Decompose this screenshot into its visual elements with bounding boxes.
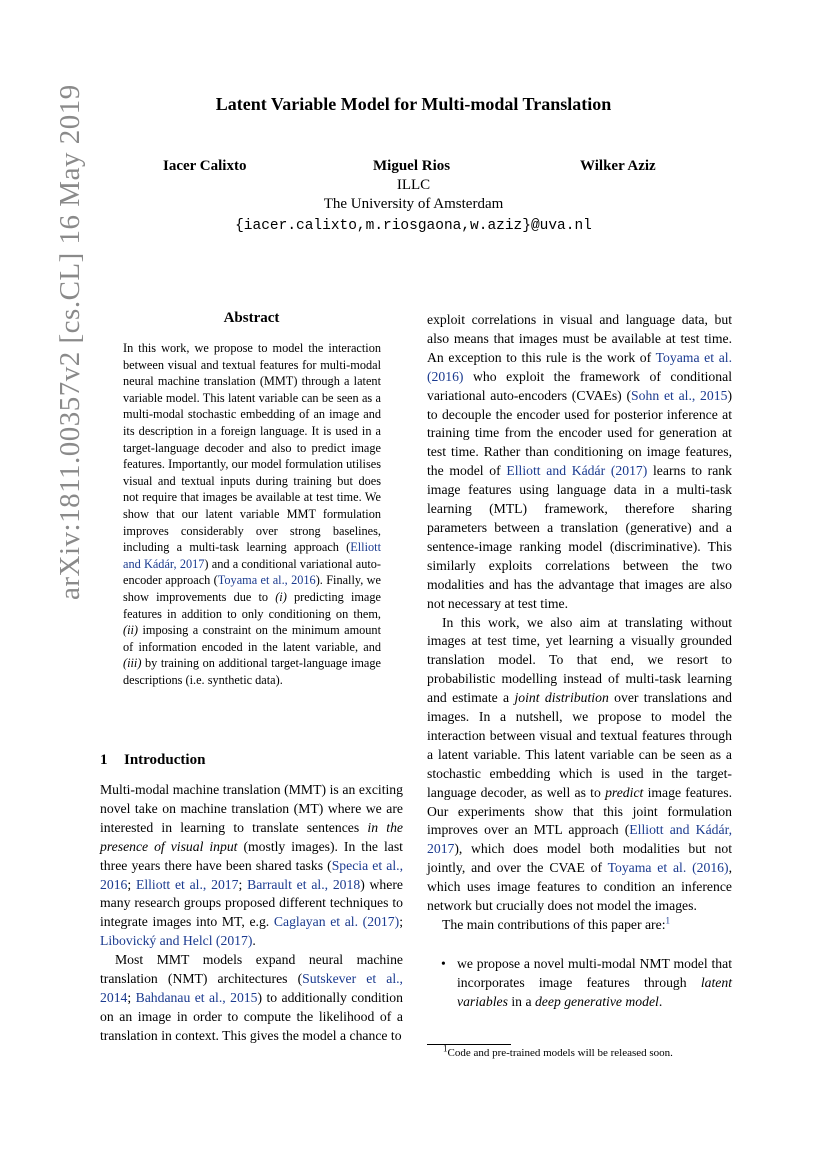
- author-name: Miguel Rios: [373, 158, 451, 174]
- citation-link[interactable]: Sutskever et al., 2014: [100, 971, 403, 1005]
- abstract-heading: Abstract: [223, 310, 280, 326]
- footnote: $^1$Code and pre-trained models will be released soon.: [443, 1043, 673, 1059]
- citation-link[interactable]: Bahdanau et al., 2015: [135, 989, 258, 1005]
- right-column-body: [427, 311, 732, 1012]
- footnote-marker[interactable]: 1: [665, 915, 670, 926]
- citation-link[interactable]: Barrault et al., 2018: [247, 876, 361, 892]
- footnote-rule: [427, 1044, 511, 1045]
- paragraph: In this work, we also aim at translating without images at test time, yet learning a visually grounded translation model. To that end, we resort to probabilistic modelling instead of multi-task learning and estimate a joint distribution over translations and images. In a nutshell, we propose to model the interaction between visual and textual features through a latent variable. This latent variable can be seen as a stochastic embedding which is used in the target-language decoder, as well as to predict image features. Our experiments show that this joint formulation improves over an MTL approach (Elliott and Kádár, 2017), which does model both modalities but not jointly, and over the CVAE of Toyama et al. (2016), which uses image features to condition an inference network but crucially does not model the images.: [427, 614, 733, 914]
- citation-link[interactable]: Toyama et al., 2016: [217, 573, 316, 588]
- paragraph: The main contributions of this paper are:$^1$: [442, 915, 670, 932]
- citation-link[interactable]: Sohn et al., 2015: [631, 387, 728, 403]
- footnote-number: 1: [443, 1043, 448, 1054]
- section-number: 1: [100, 752, 108, 768]
- citation-link[interactable]: Specia et al., 2016: [100, 857, 403, 892]
- citation-link[interactable]: Libovický and Helcl (2017): [100, 933, 253, 949]
- author-name: Wilker Aziz: [580, 158, 656, 174]
- affiliation-email-line: [0, 217, 827, 234]
- paper-title: Latent Variable Model for Multi-modal Translation: [215, 94, 612, 114]
- paragraph: Most MMT models expand neural machine translation (NMT) architectures (Sutskever et al., 2014; Bahdanau et al., 2015) to additionally condition on an image in order to compute the likelihood of a translation in context. This gives the model a chance to: [100, 952, 403, 1043]
- arxiv-stamp: arXiv:1811.00357v2 [cs.CL] 16 May 2019: [54, 84, 86, 600]
- affiliation-university: The University of Amsterdam: [323, 196, 504, 212]
- contribution-bullet: • we propose a novel multi-modal NMT model that incorporates image features through latent variables in a deep generative model.: [441, 955, 732, 1009]
- citation-link[interactable]: Toyama et al. (2016): [607, 860, 729, 876]
- citation-link[interactable]: Toyama et al. (2016): [427, 349, 732, 384]
- abstract-text: In this work, we propose to model the interaction between visual and textual features for multi-modal neural machine translation (MMT) through a latent variable model. This latent variable can be seen as a multi-modal stochastic embedding of an image and its description in a foreign language. It is used in a target-language decoder and also to predict image features. Importantly, our model formulation utilises visual and textual inputs during training but does not require that images be available at test time. We show that our latent variable MMT formulation improves considerably over strong baselines, including a multi-task learning approach (Elliott and Kádár, 2017) and a conditional variational auto-encoder approach (Toyama et al., 2016). Finally, we show improvements due to (i) predicting image features in addition to only conditioning on them, (ii) imposing a constraint on the minimum amount of information encoded in the latent variable, and (iii) by training on additional target-language image descriptions (i.e. synthetic data).: [123, 341, 381, 687]
- citation-link[interactable]: Elliott and Kádár (2017): [506, 463, 648, 479]
- citation-link[interactable]: Elliott and Kádár, 2017: [427, 822, 732, 857]
- author-name: Iacer Calixto: [163, 158, 247, 174]
- section-title: Introduction: [124, 752, 206, 768]
- flowed-text: exploit correlations in visual and language data, but also means that images must be available at test time. An exception to this rule is the work of: [427, 312, 732, 365]
- paragraph: Multi-modal machine translation (MMT) is an exciting novel take on machine translation (MT) where we are interested in learning to translate sentences in the presence of visual input (mostly images). In the last three years there have been shared tasks (Specia et al., 2016; Elliott et al., 2017; Barrault et al., 2018) where many research groups proposed different techniques to integrate images into MT, e.g. Caglayan et al. (2017); Libovický and Helcl (2017).: [100, 782, 404, 949]
- citation-link[interactable]: Caglayan et al. (2017): [273, 914, 400, 930]
- section-heading-introduction: [100, 752, 205, 769]
- left-column-body: [100, 781, 403, 1046]
- citation-link[interactable]: Elliott et al., 2017: [135, 876, 239, 892]
- affiliation-lab: ILLC: [396, 177, 431, 193]
- paragraph-continued: exploit correlations in visual and language data, but also means that images must be available at test time. An exception to this rule is the work of Toyama et al. (2016) who exploit the framework of conditional variational auto-encoders (CVAEs) (Sohn et al., 2015) to decouple the encoder used for posterior inference at training time from the encoder used for generation at test time. Rather than conditioning on image features, the model of Elliott and Kádár (2017) learns to rank image features using language data in a multi-task learning (MTL) framework, therefore sharing parameters between a translation (generative) and a sentence-image ranking model (discriminative). This similarly exploits correlations between the two modalities and has the advantage that images are also not necessary at test time.: [427, 312, 732, 611]
- affiliation-email[interactable]: {iacer.calixto,m.riosgaona,w.aziz}@uva.nl: [235, 218, 592, 234]
- citation-link[interactable]: Elliott and Kádár, 2017: [123, 540, 381, 571]
- bullet-icon: •: [441, 955, 446, 971]
